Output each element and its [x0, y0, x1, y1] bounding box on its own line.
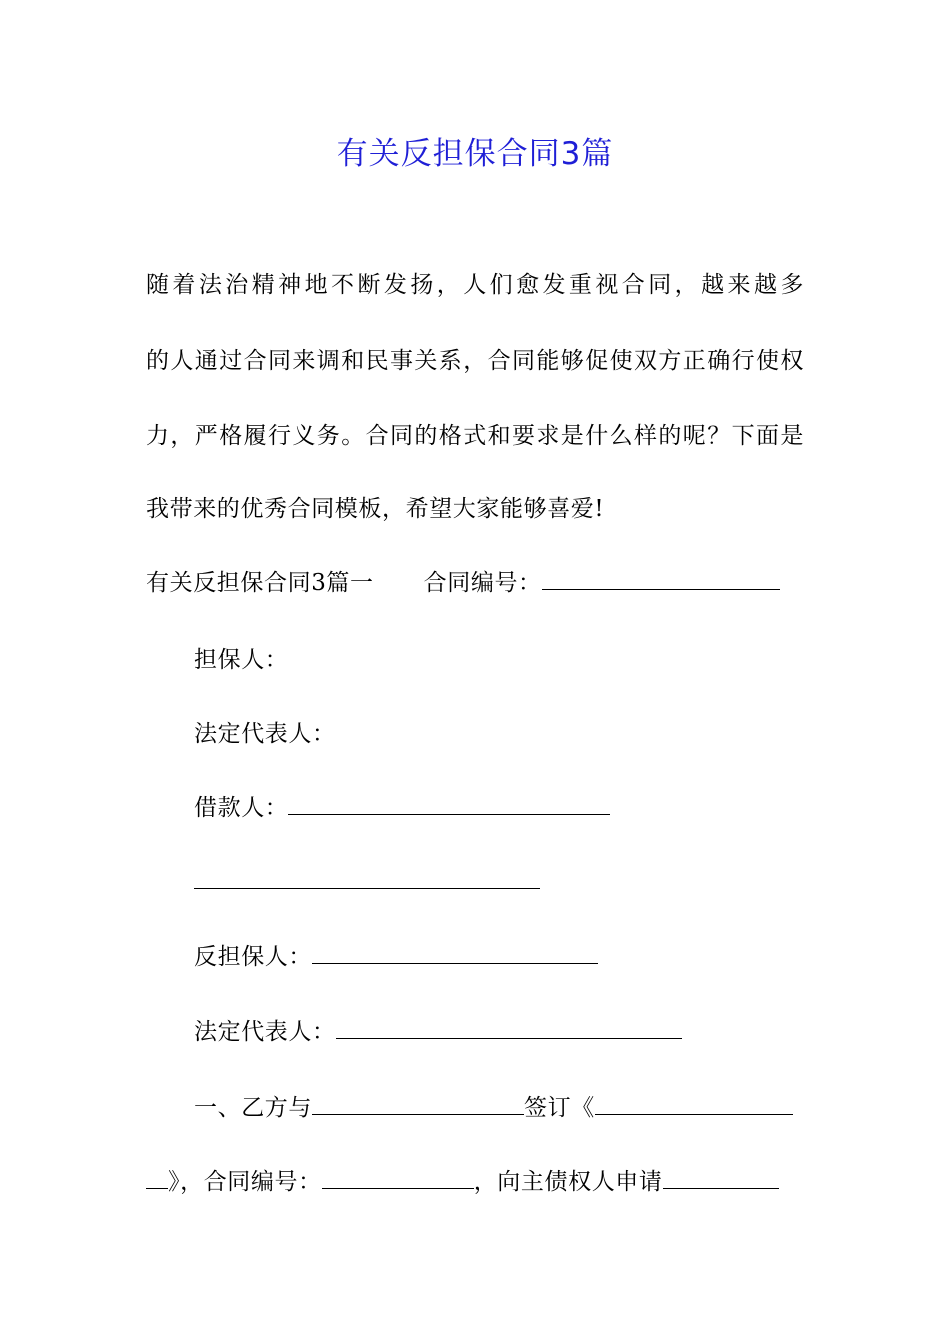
clause-1-application-blank[interactable] — [663, 1168, 779, 1189]
clause-1-contract-name-blank[interactable] — [595, 1094, 793, 1115]
borrower-row — [194, 793, 610, 823]
section-heading: 有关反担保合同3篇一 — [146, 570, 374, 596]
clause-1-part-a: 一、乙方与 — [194, 1095, 312, 1121]
clause-1-part-d: ，向主债权人申请 — [473, 1169, 663, 1195]
clause-1-row-1 — [194, 1093, 793, 1123]
intro-line-3: 力，严格履行义务。合同的格式和要求是什么样的呢？下面是 — [146, 423, 804, 449]
borrower-blank-row-2 — [194, 867, 540, 897]
legal-rep-row-2 — [194, 1017, 682, 1047]
contract-no-blank[interactable] — [542, 569, 780, 590]
clause-1-row-2 — [146, 1167, 779, 1197]
legal-rep-blank-2[interactable] — [336, 1018, 682, 1039]
borrower-label: 借款人： — [194, 795, 289, 821]
section-heading-row — [146, 568, 780, 598]
legal-rep-label-1: 法定代表人： — [194, 721, 336, 747]
borrower-blank[interactable] — [288, 794, 610, 815]
guarantor-label: 担保人： — [194, 647, 289, 673]
clause-1-party-blank[interactable] — [312, 1094, 524, 1115]
counter-guarantor-row — [194, 942, 598, 972]
intro-line-4: 我带来的优秀合同模板，希望大家能够喜爱! — [146, 496, 605, 522]
intro-line-2: 的人通过合同来调和民事关系，合同能够促使双方正确行使权 — [146, 348, 804, 374]
counter-guarantor-blank[interactable] — [312, 943, 598, 964]
counter-guarantor-label: 反担保人： — [194, 944, 312, 970]
legal-rep-label-2: 法定代表人： — [194, 1019, 336, 1045]
intro-line-1: 随着法治精神地不断发扬，人们愈发重视合同，越来越多 — [146, 272, 804, 298]
clause-1-part-c: 》，合同编号： — [168, 1169, 322, 1195]
borrower-blank-2[interactable] — [194, 868, 540, 889]
contract-no-label: 合同编号： — [423, 570, 542, 596]
clause-1-contract-name-blank-end[interactable] — [146, 1168, 168, 1189]
clause-1-part-b: 签订《 — [524, 1095, 595, 1121]
clause-1-contract-no-blank[interactable] — [322, 1168, 474, 1189]
document-title: 有关反担保合同3篇 — [336, 136, 614, 172]
